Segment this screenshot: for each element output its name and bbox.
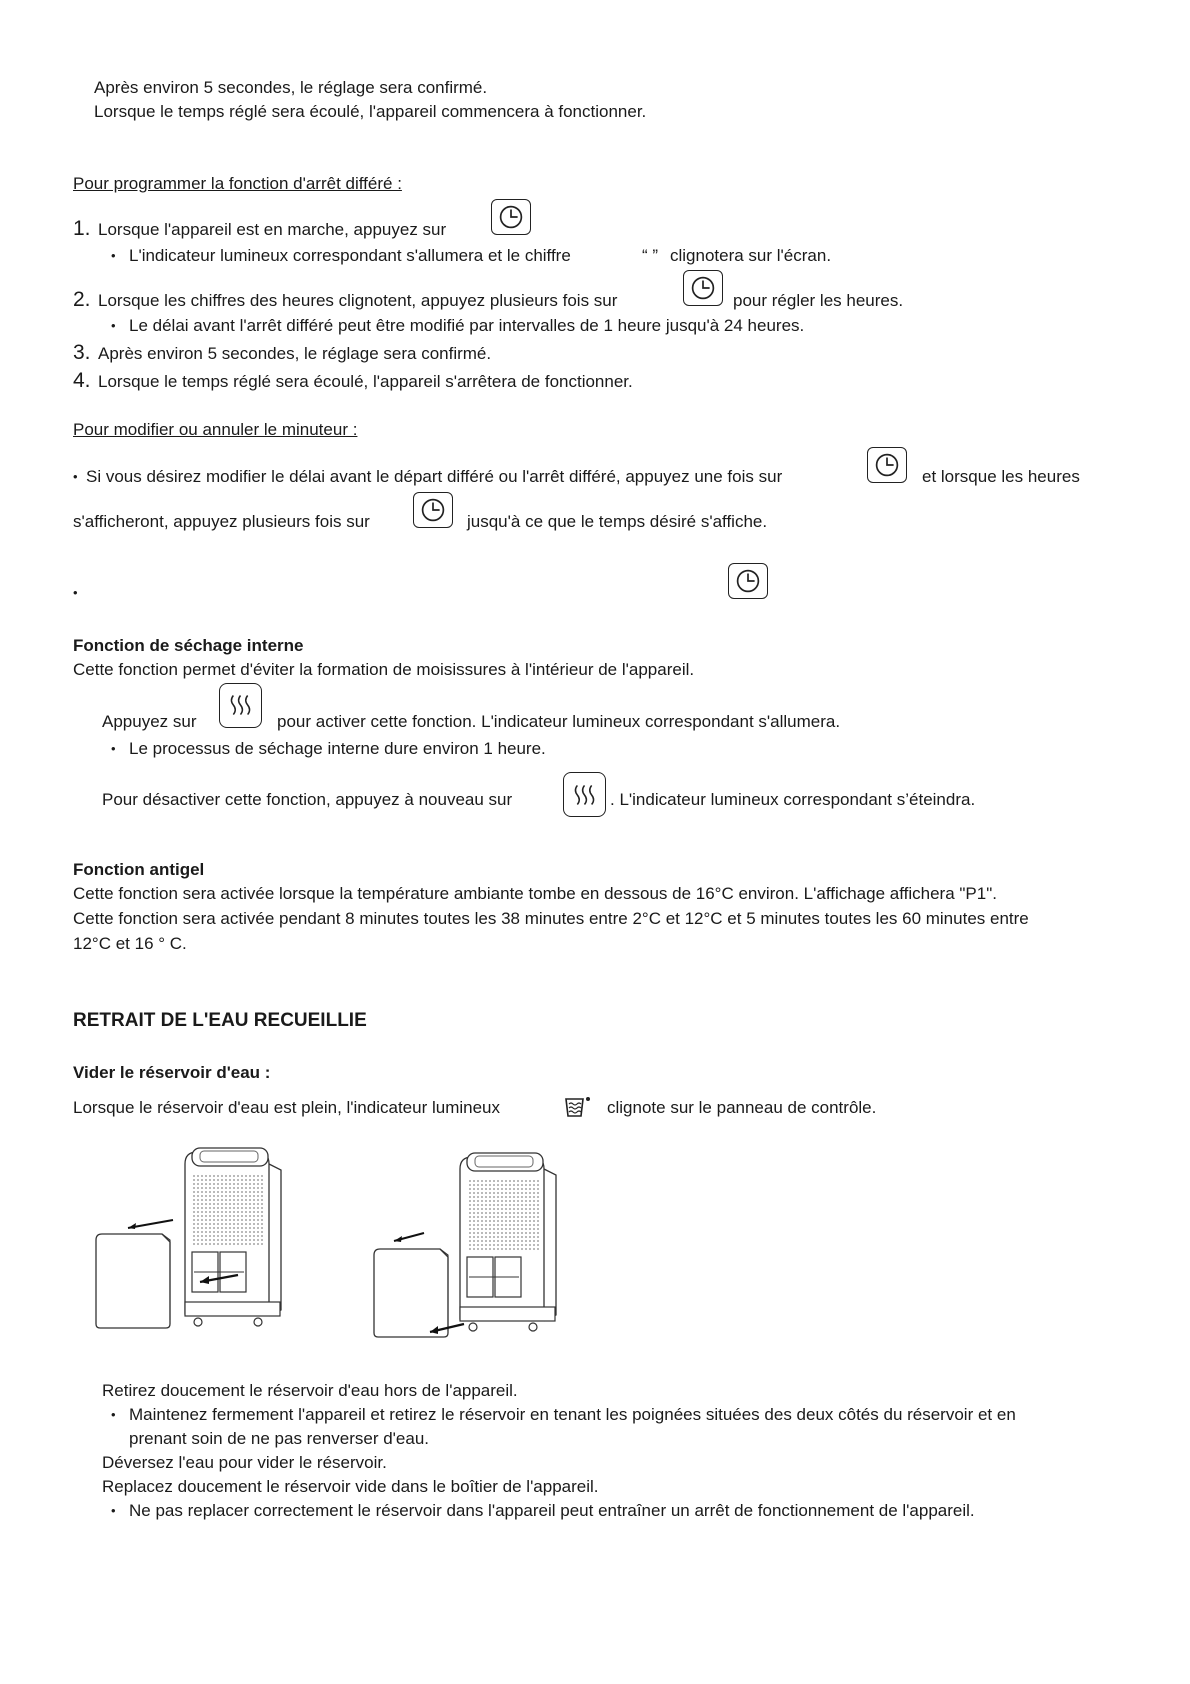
intro-line-1: Après environ 5 secondes, le réglage sera confirmé.	[94, 78, 488, 97]
antifreeze-title: Fonction antigel	[73, 860, 205, 879]
bullet-dot: •	[111, 741, 116, 756]
internal-drying-press-b: pour activer cette fonction. L'indicateur lumineux correspondant s'allumera.	[277, 712, 841, 731]
step-4-number: 4.	[73, 369, 91, 392]
internal-drying-bullet: Le processus de séchage interne dure environ 1 heure.	[129, 739, 546, 758]
intro-line-2: Lorsque le temps réglé sera écoulé, l'appareil commencera à fonctionner.	[94, 102, 647, 121]
timer-button-icon[interactable]	[728, 563, 768, 599]
step-3-number: 3.	[73, 341, 91, 364]
internal-drying-off-a: Pour désactiver cette fonction, appuyez à nouveau sur	[102, 790, 513, 809]
drying-button-icon[interactable]	[219, 683, 262, 728]
tank-full-text-b: clignote sur le panneau de contrôle.	[607, 1098, 877, 1117]
tank-full-text-a: Lorsque le réservoir d'eau est plein, l'indicateur lumineux	[73, 1098, 501, 1117]
step-2-text-a: Lorsque les chiffres des heures clignotent, appuyez plusieurs fois sur	[98, 291, 618, 310]
remove-step-1-bullet-line-2: prenant soin de ne pas renverser d'eau.	[129, 1429, 429, 1448]
internal-drying-title: Fonction de séchage interne	[73, 636, 304, 655]
timer-button-icon[interactable]	[683, 270, 723, 306]
water-removal-heading: RETRAIT DE L'EAU RECUEILLIE	[73, 1010, 367, 1031]
dehumidifier-tank-replace-illustration	[368, 1147, 588, 1347]
bullet-dot: •	[111, 318, 116, 333]
step-1-text: Lorsque l'appareil est en marche, appuyez sur	[98, 220, 447, 239]
modify-timer-text-d: jusqu'à ce que le temps désiré s'affiche.	[467, 512, 768, 531]
dehumidifier-tank-removal-illustration	[88, 1142, 298, 1332]
clock-icon	[684, 271, 722, 305]
step-3-text: Après environ 5 secondes, le réglage sera confirmé.	[98, 344, 492, 363]
step-2-number: 2.	[73, 288, 91, 311]
modify-timer-text-c: s'afficheront, appuyez plusieurs fois sur	[73, 512, 370, 531]
bullet-dot: •	[73, 469, 78, 484]
modify-timer-title: Pour modifier ou annuler le minuteur :	[73, 420, 358, 439]
step-4-text: Lorsque le temps réglé sera écoulé, l'appareil s'arrêtera de fonctionner.	[98, 372, 633, 391]
clock-icon	[414, 493, 452, 527]
heat-waves-icon	[220, 684, 261, 727]
bullet-dot: •	[111, 1407, 116, 1422]
modify-timer-text-a: Si vous désirez modifier le délai avant le départ différé ou l'arrêt différé, appuyez une fois sur	[86, 467, 783, 486]
internal-drying-press-a: Appuyez sur	[102, 712, 197, 731]
antifreeze-line-2: Cette fonction sera activée pendant 8 minutes toutes les 38 minutes entre 2°C et 12°C et 5 minutes toutes les 60 minutes entre	[73, 909, 1029, 928]
step-1-number: 1.	[73, 217, 91, 240]
step-2-bullet: Le délai avant l'arrêt différé peut être modifié par intervalles de 1 heure jusqu'à 24 heures.	[129, 316, 805, 335]
bullet-dot: •	[111, 1503, 116, 1518]
clock-icon	[492, 200, 530, 234]
remove-step-3-bullet: Ne pas replacer correctement le réservoir dans l'appareil peut entraîner un arrêt de fonctionnement de l'appareil.	[129, 1501, 975, 1520]
timer-button-icon[interactable]	[413, 492, 453, 528]
empty-tank-subheading: Vider le réservoir d'eau :	[73, 1063, 271, 1082]
timer-button-icon[interactable]	[867, 447, 907, 483]
clock-icon	[868, 448, 906, 482]
water-tank-full-icon	[563, 1092, 593, 1120]
heat-waves-icon	[564, 773, 605, 816]
remove-step-3: Replacez doucement le réservoir vide dans le boîtier de l'appareil.	[102, 1477, 599, 1496]
internal-drying-off-b: . L'indicateur lumineux correspondant s’éteindra.	[610, 790, 976, 809]
bullet-dot: •	[111, 248, 116, 263]
step-1-bullet-quote: “ ”	[642, 246, 659, 265]
antifreeze-line-1: Cette fonction sera activée lorsque la température ambiante tombe en dessous de 16°C environ. L'affichage affichera "P1".	[73, 884, 997, 903]
step-1-bullet-a: L'indicateur lumineux correspondant s'allumera et le chiffre	[129, 246, 571, 265]
remove-step-1: Retirez doucement le réservoir d'eau hors de l'appareil.	[102, 1381, 518, 1400]
internal-drying-desc: Cette fonction permet d'éviter la formation de moisissures à l'intérieur de l'appareil.	[73, 660, 695, 679]
drying-button-icon[interactable]	[563, 772, 606, 817]
delayed-stop-title: Pour programmer la fonction d'arrêt différé :	[73, 174, 402, 193]
remove-step-1-bullet-line-1: Maintenez fermement l'appareil et retirez le réservoir en tenant les poignées situées des deux côtés du réservoir et en	[129, 1405, 1016, 1424]
modify-timer-text-b: et lorsque les heures	[922, 467, 1080, 486]
timer-button-icon[interactable]	[491, 199, 531, 235]
antifreeze-line-3: 12°C et 16 ° C.	[73, 934, 187, 953]
step-2-text-b: pour régler les heures.	[733, 291, 904, 310]
bullet-dot: •	[73, 585, 78, 600]
clock-icon	[729, 564, 767, 598]
step-1-bullet-b: clignotera sur l'écran.	[670, 246, 832, 265]
remove-step-2: Déversez l'eau pour vider le réservoir.	[102, 1453, 387, 1472]
